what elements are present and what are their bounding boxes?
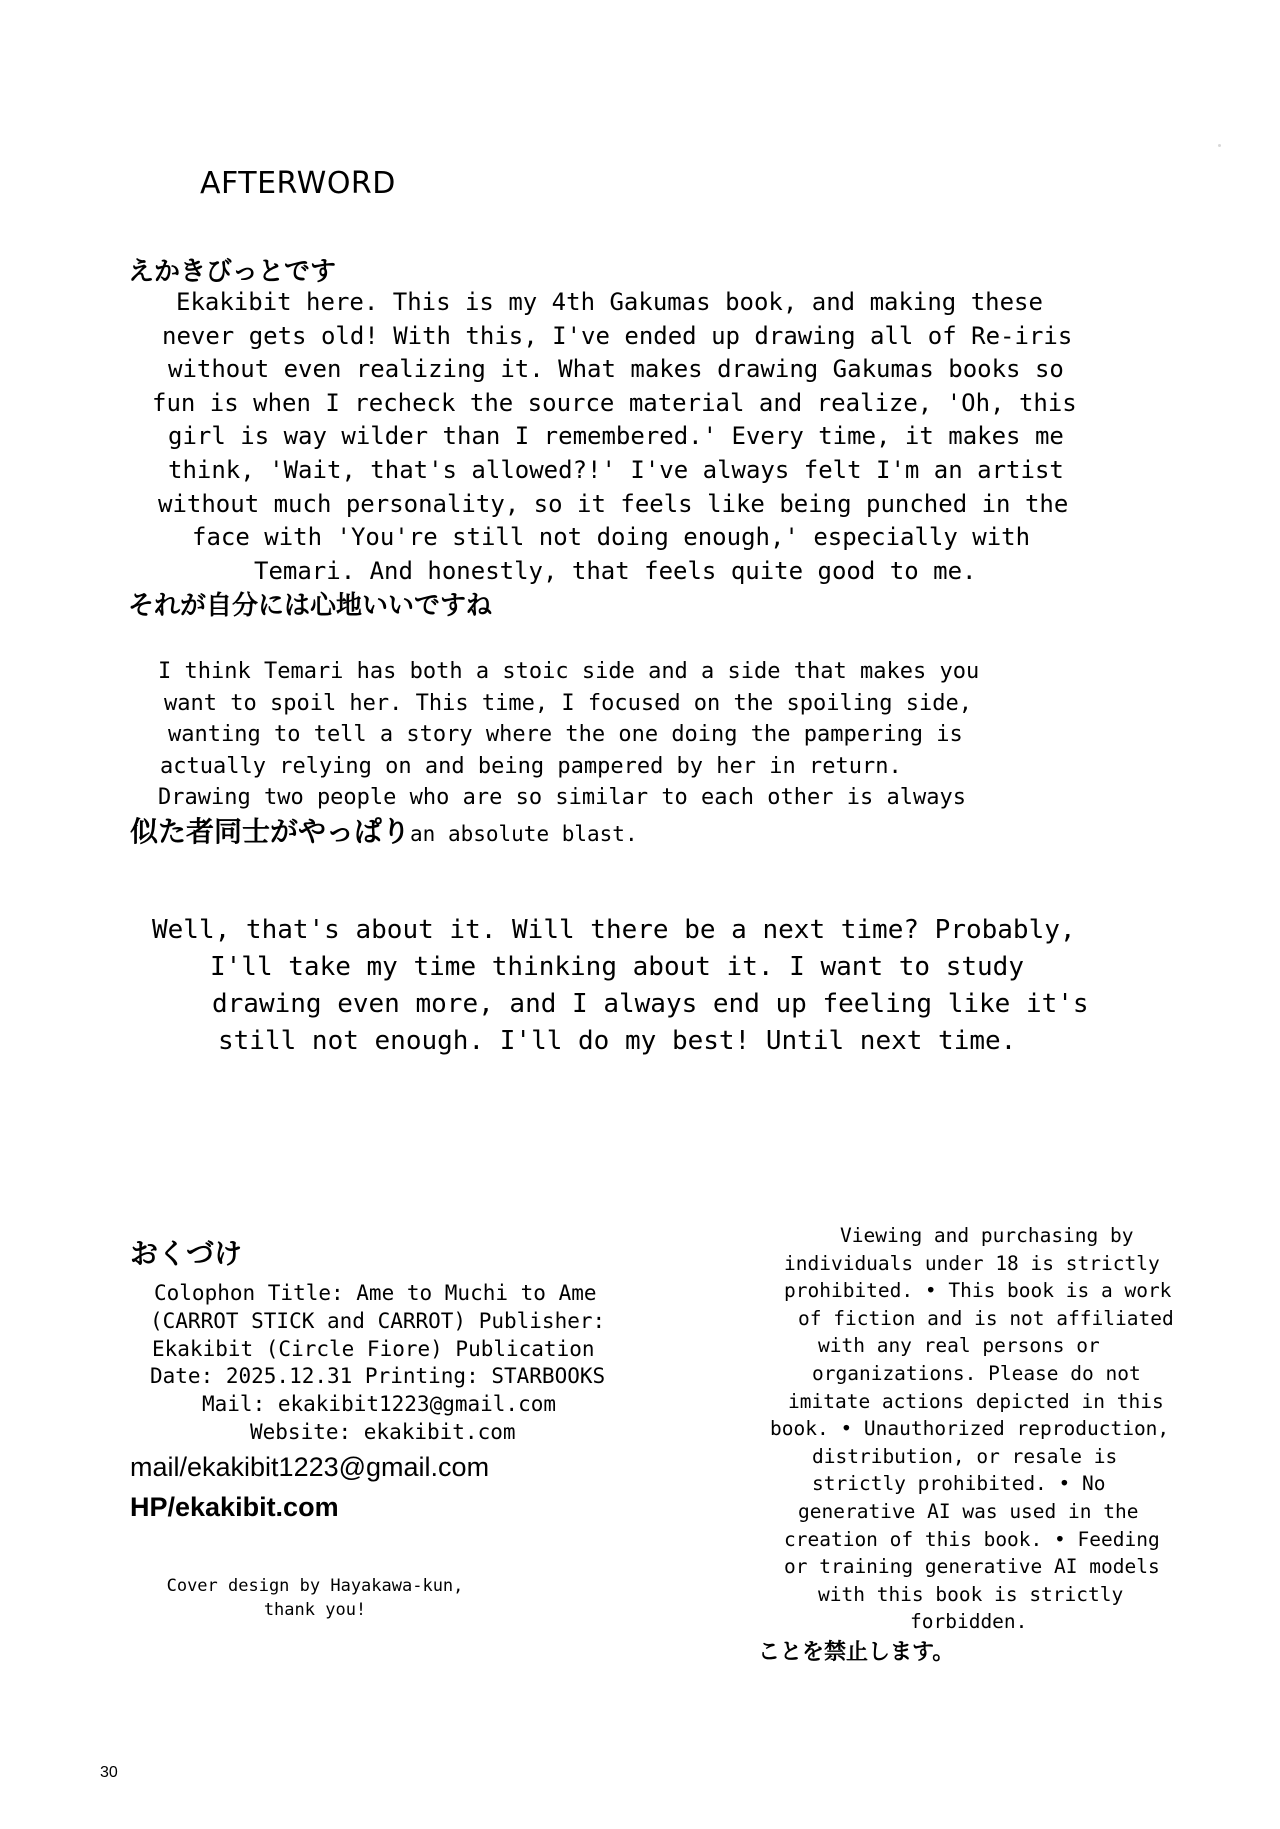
notice-line: with this book is strictly	[818, 1582, 1124, 1606]
cover-credit-line: Cover design by Hayakawa-kun,	[166, 1576, 464, 1596]
para1-line: face with 'You're still not doing enough,' especially with	[192, 523, 1031, 552]
jp-closing-line: ことを禁止します。	[758, 1638, 955, 1664]
para2-line: want to spoil her. This time, I focused on the spoiling side,	[164, 690, 972, 716]
jp-closing-line: それが自分には心地いいですね	[128, 591, 493, 622]
para3-line: still not enough. I'll do my best! Until next time.	[218, 1026, 1017, 1056]
website-line: Website: ekakibit.com	[250, 1419, 516, 1444]
para2-line: Drawing two people who are so similar to each other is always	[158, 785, 966, 811]
colophon-line: Ekakibit (Circle Fiore) Publication	[152, 1336, 595, 1361]
para1-line: girl is way wilder than I remembered.' Every time, it makes me	[168, 422, 1064, 451]
para1-line: think, 'Wait, that's allowed?!' I've always felt I'm an artist	[168, 455, 1064, 484]
homepage-address: HP/ekakibit.com	[130, 1491, 339, 1522]
colophon-line: Date: 2025.12.31 Printing: STARBOOKS	[150, 1364, 606, 1389]
notice-line: creation of this book. • Feeding	[784, 1527, 1160, 1551]
notice-line: distribution, or resale is	[812, 1444, 1118, 1468]
colophon-line: Colophon Title: Ame to Muchi to Ame	[154, 1281, 597, 1305]
jp-closing-line: 似た者同士がやっぱり	[130, 814, 411, 848]
legal-notice-block	[758, 1222, 1198, 1668]
notice-line: of fiction and is not affiliated	[798, 1306, 1174, 1330]
colophon-line: Mail: ekakibit1223@gmail.com	[202, 1392, 557, 1417]
para1-line: without even realizing it. What makes drawing Gakumas books so	[168, 355, 1064, 384]
notice-line: book. • Unauthorized reproduction,	[770, 1417, 1170, 1441]
notice-line: prohibited. • This book is a work	[784, 1279, 1172, 1303]
notice-line: generative AI was used in the	[798, 1499, 1139, 1523]
para3-line: I'll take my time thinking about it. I want to study	[210, 952, 1024, 982]
page-title: AFTERWORD	[200, 166, 396, 201]
para3-line: drawing even more, and I always end up feeling like it's	[212, 989, 1089, 1019]
para1-line: without much personality, so it feels like being punched in the	[158, 489, 1069, 518]
notice-line: Viewing and purchasing by	[840, 1224, 1134, 1247]
notice-line: with any real persons or	[818, 1334, 1100, 1358]
notice-line: imitate actions depicted in this	[788, 1389, 1164, 1413]
colophon-line: (CARROT STICK and CARROT) Publisher:	[150, 1308, 606, 1333]
afterword-paragraph-3	[130, 912, 1089, 1060]
para1-line: Ekakibit here. This is my 4th Gakumas book, and making these	[176, 288, 1043, 316]
afterword-paragraph-2	[130, 656, 979, 850]
cover-credit-line: thank you!	[263, 1600, 367, 1620]
para3-line: Well, that's about it. Will there be a next time? Probably,	[152, 915, 1076, 945]
corner-speck	[1218, 144, 1221, 147]
para1-line: fun is when I recheck the source material and realize, 'Oh, this	[152, 388, 1077, 417]
para1-line: never gets old! With this, I've ended up drawing all of Re-iris	[162, 321, 1073, 350]
notice-line: strictly prohibited. • No	[812, 1472, 1106, 1496]
notice-line: forbidden.	[910, 1610, 1028, 1634]
notice-line: or training generative AI models	[784, 1555, 1160, 1579]
cover-credit	[150, 1574, 480, 1622]
afterword-paragraph-1	[128, 258, 1077, 624]
para2-line: actually relying on and being pampered by her in return.	[160, 753, 902, 779]
para2-line: I think Temari has both a stoic side and a side that makes you	[158, 659, 980, 684]
jp-greeting: えかきびっとです	[128, 257, 337, 287]
page-number: 30	[100, 1764, 118, 1781]
notice-line: organizations. Please do not	[812, 1361, 1141, 1385]
colophon-block	[130, 1234, 690, 1527]
notice-line: individuals under 18 is strictly	[784, 1251, 1160, 1275]
para2-tail: an absolute blast.	[410, 821, 638, 846]
para2-line: wanting to tell a story where the one doing the pampering is	[168, 722, 963, 748]
colophon-heading: おくづけ	[130, 1237, 243, 1270]
mail-address: mail/ekakibit1223@gmail.com	[130, 1451, 490, 1482]
para1-line: Temari. And honestly, that feels quite good to me.	[254, 556, 977, 585]
